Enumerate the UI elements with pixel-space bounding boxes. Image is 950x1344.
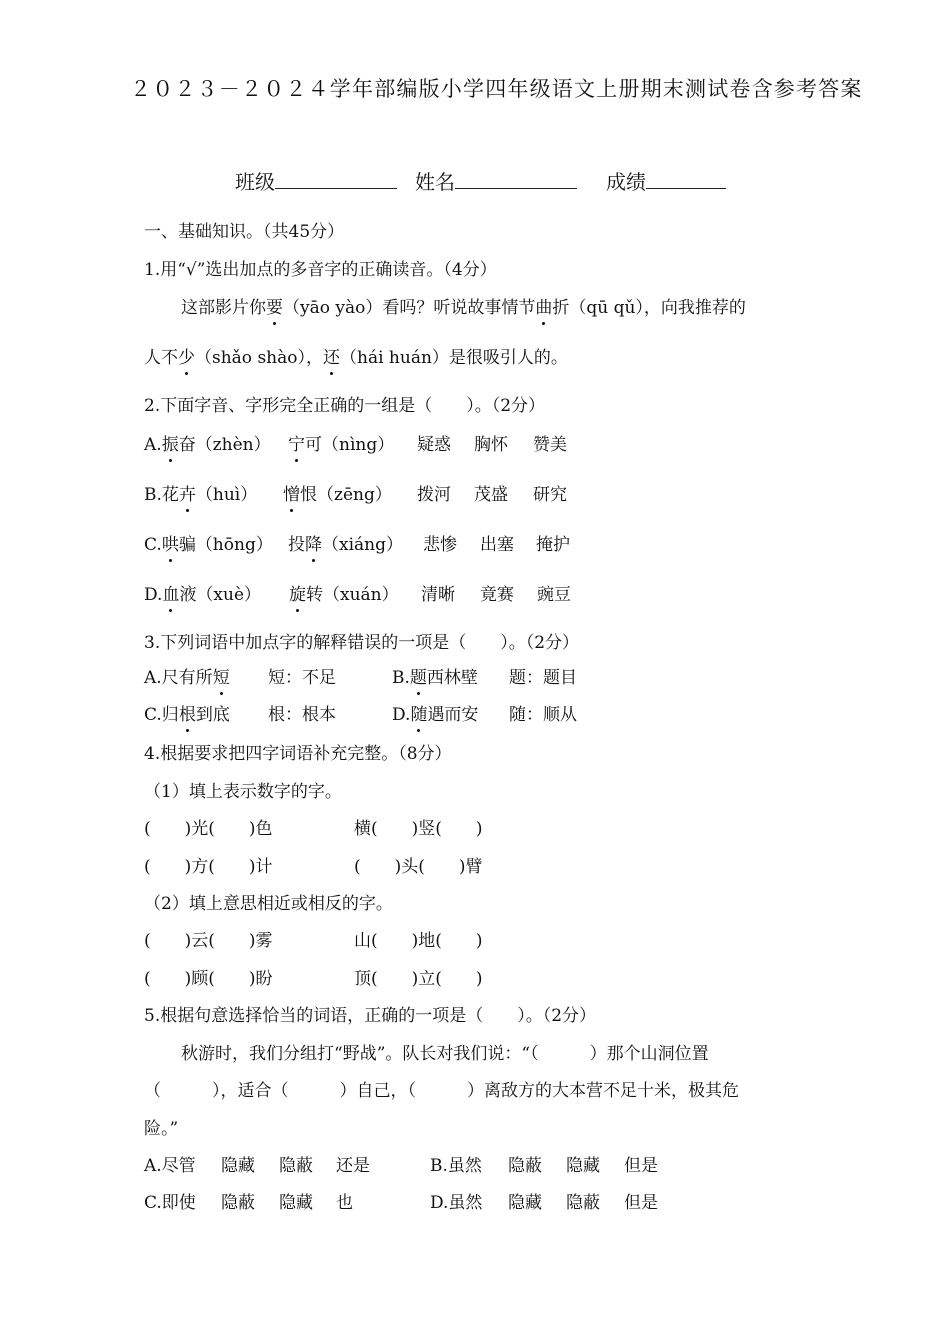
text: 液（xuè） bbox=[179, 585, 262, 605]
word: 出塞 bbox=[480, 535, 514, 555]
text: （huì） bbox=[195, 485, 258, 505]
score-blank[interactable] bbox=[646, 170, 726, 189]
word: 隐藏 bbox=[508, 1193, 542, 1213]
word: 掩护 bbox=[536, 535, 570, 555]
fill-blank-idiom[interactable]: ( )方( )计 bbox=[144, 857, 273, 877]
text: C.归 bbox=[144, 705, 179, 725]
text: 这部影片你 bbox=[181, 298, 266, 318]
text: 西林壁 bbox=[426, 668, 478, 688]
dotted-char: 旋 bbox=[289, 585, 306, 605]
text: D. bbox=[144, 585, 163, 605]
score-label: 成绩 bbox=[606, 170, 646, 194]
text: 折（qū qǔ），向我推荐的 bbox=[552, 298, 746, 318]
word: 隐蔽 bbox=[279, 1156, 313, 1176]
q5-option-c[interactable] bbox=[144, 1192, 196, 1214]
q2-stem: 2.下面字音、字形完全正确的一组是（ ）。（2分） bbox=[144, 396, 546, 416]
dotted-char: 还 bbox=[323, 348, 340, 368]
text: 可（nìng） bbox=[305, 435, 395, 455]
q1-line1 bbox=[181, 297, 746, 319]
dotted-char: 根 bbox=[178, 705, 196, 725]
dotted-char: 降 bbox=[305, 535, 322, 555]
text: （hái huán）是很吸引人的。 bbox=[340, 348, 568, 368]
text: 奋（zhèn） bbox=[178, 435, 271, 455]
definition: 根：根本 bbox=[268, 705, 336, 725]
q4-sub2: （2）填上意思相近或相反的字。 bbox=[144, 894, 393, 914]
text: 遇而安 bbox=[427, 705, 479, 725]
dotted-char: 振 bbox=[161, 435, 179, 455]
q4-row-3 bbox=[144, 930, 564, 954]
q2-option-d[interactable] bbox=[144, 584, 704, 608]
option-label: B.虽然 bbox=[430, 1156, 482, 1176]
fill-blank-idiom[interactable]: ( )头( )臂 bbox=[354, 857, 483, 877]
q5-stem: 5.根据句意选择恰当的词语，正确的一项是（ ）。（2分） bbox=[144, 1006, 597, 1026]
q1-stem: 1.用“√”选出加点的多音字的正确读音。（4分） bbox=[144, 260, 497, 280]
word: 但是 bbox=[624, 1156, 658, 1176]
q2-option-c[interactable] bbox=[144, 534, 704, 558]
word: 清晰 bbox=[421, 585, 455, 605]
word: 研究 bbox=[533, 485, 567, 505]
text: A.尺有所 bbox=[144, 668, 213, 688]
text: B. bbox=[392, 668, 410, 688]
fill-blank-idiom[interactable]: ( )光( )色 bbox=[144, 819, 273, 839]
dotted-char: 随 bbox=[410, 705, 428, 725]
text: 投 bbox=[288, 535, 305, 555]
word: 胸怀 bbox=[474, 435, 508, 455]
word: 赞美 bbox=[533, 435, 567, 455]
class-blank[interactable] bbox=[275, 170, 397, 189]
word: 隐藏 bbox=[279, 1193, 313, 1213]
dotted-char: 要 bbox=[266, 298, 283, 318]
fill-blank-idiom[interactable]: ( )云( )雾 bbox=[144, 931, 273, 951]
q2-option-b[interactable] bbox=[144, 484, 704, 508]
word: 但是 bbox=[624, 1193, 658, 1213]
word: 悲惨 bbox=[423, 535, 457, 555]
definition: 短：不足 bbox=[268, 668, 336, 688]
word: 豌豆 bbox=[537, 585, 571, 605]
text: （yāo yào）看吗？听说故事情节 bbox=[283, 298, 536, 318]
q4-row-1 bbox=[144, 818, 564, 842]
dotted-char: 卉 bbox=[178, 485, 196, 505]
q3-option-a[interactable] bbox=[144, 667, 230, 689]
text: C. bbox=[144, 535, 162, 555]
q3-row-1 bbox=[144, 667, 644, 691]
word: 疑惑 bbox=[417, 435, 451, 455]
score-field bbox=[606, 170, 726, 193]
name-blank[interactable] bbox=[455, 170, 577, 189]
q4-row-2 bbox=[144, 856, 564, 880]
fill-blank-idiom[interactable]: 山( )地( ) bbox=[354, 931, 483, 951]
option-label: D.虽然 bbox=[430, 1193, 483, 1213]
text: 骗（hōng） bbox=[178, 535, 273, 555]
text: （shǎo shào）， bbox=[195, 348, 323, 368]
dotted-char: 曲 bbox=[535, 298, 553, 318]
q5-row-1 bbox=[144, 1155, 704, 1179]
text: （xiáng） bbox=[322, 535, 403, 555]
q5-option-a[interactable] bbox=[144, 1155, 196, 1177]
word: 隐蔽 bbox=[566, 1193, 600, 1213]
q4-row-4 bbox=[144, 968, 564, 992]
option-label: C.即使 bbox=[144, 1193, 196, 1213]
q5-passage-line2: （ ），适合（ ）自己，（ ）离敌方的大本营不足十米，极其危 bbox=[144, 1081, 739, 1101]
dotted-char: 短 bbox=[212, 668, 230, 688]
dotted-char: 哄 bbox=[161, 535, 179, 555]
option-label: A.尽管 bbox=[144, 1156, 196, 1176]
dotted-char: 宁 bbox=[288, 435, 305, 455]
q3-stem: 3.下列词语中加点字的解释错误的一项是（ ）。（2分） bbox=[144, 633, 580, 653]
dotted-char: 少 bbox=[178, 348, 195, 368]
q4-sub1: （1）填上表示数字的字。 bbox=[144, 782, 342, 802]
section-heading: 一、基础知识。（共45分） bbox=[144, 222, 345, 242]
q3-option-b[interactable] bbox=[392, 667, 478, 689]
definition: 随：顺从 bbox=[509, 705, 577, 725]
definition: 题：题目 bbox=[509, 668, 577, 688]
q5-passage-line3: 险。” bbox=[144, 1119, 179, 1139]
text: D. bbox=[392, 705, 411, 725]
word: 竟赛 bbox=[480, 585, 514, 605]
word: 拨河 bbox=[417, 485, 451, 505]
q3-option-c[interactable] bbox=[144, 704, 230, 726]
word: 还是 bbox=[336, 1156, 370, 1176]
text: 到底 bbox=[195, 705, 230, 725]
word: 隐藏 bbox=[221, 1156, 255, 1176]
dotted-char: 憎 bbox=[283, 485, 300, 505]
q5-option-b[interactable] bbox=[430, 1155, 482, 1177]
text: 恨（zēng） bbox=[300, 485, 392, 505]
word: 隐蔽 bbox=[221, 1193, 255, 1213]
word: 也 bbox=[336, 1193, 353, 1213]
q1-line2 bbox=[144, 347, 568, 369]
name-label: 姓名 bbox=[415, 170, 455, 194]
text: 转（xuán） bbox=[306, 585, 399, 605]
q5-passage-line1: 秋游时，我们分组打“野战”。队长对我们说：“（ ）那个山洞位置 bbox=[181, 1044, 709, 1064]
fill-blank-idiom[interactable]: 横( )竖( ) bbox=[354, 819, 483, 839]
q2-option-a[interactable] bbox=[144, 434, 704, 458]
word: 隐藏 bbox=[566, 1156, 600, 1176]
class-field bbox=[235, 170, 397, 193]
q4-stem: 4.根据要求把四字词语补充完整。（8分） bbox=[144, 744, 452, 764]
q3-option-d[interactable] bbox=[392, 704, 478, 726]
dotted-char: 题 bbox=[409, 668, 427, 688]
q5-row-2 bbox=[144, 1192, 704, 1216]
dotted-char: 血 bbox=[162, 585, 180, 605]
name-field bbox=[415, 170, 577, 193]
page-title: ２０２３－２０２４学年部编版小学四年级语文上册期末测试卷含参考答案 bbox=[130, 77, 863, 101]
text: A. bbox=[144, 435, 162, 455]
word: 茂盛 bbox=[474, 485, 508, 505]
fill-blank-idiom[interactable]: ( )顾( )盼 bbox=[144, 969, 273, 989]
text: B.花 bbox=[144, 485, 179, 505]
q5-option-d[interactable] bbox=[430, 1192, 482, 1214]
class-label: 班级 bbox=[235, 170, 275, 194]
fill-blank-idiom[interactable]: 顶( )立( ) bbox=[354, 969, 483, 989]
text: 人不 bbox=[144, 348, 178, 368]
word: 隐蔽 bbox=[508, 1156, 542, 1176]
q3-row-2 bbox=[144, 704, 644, 728]
